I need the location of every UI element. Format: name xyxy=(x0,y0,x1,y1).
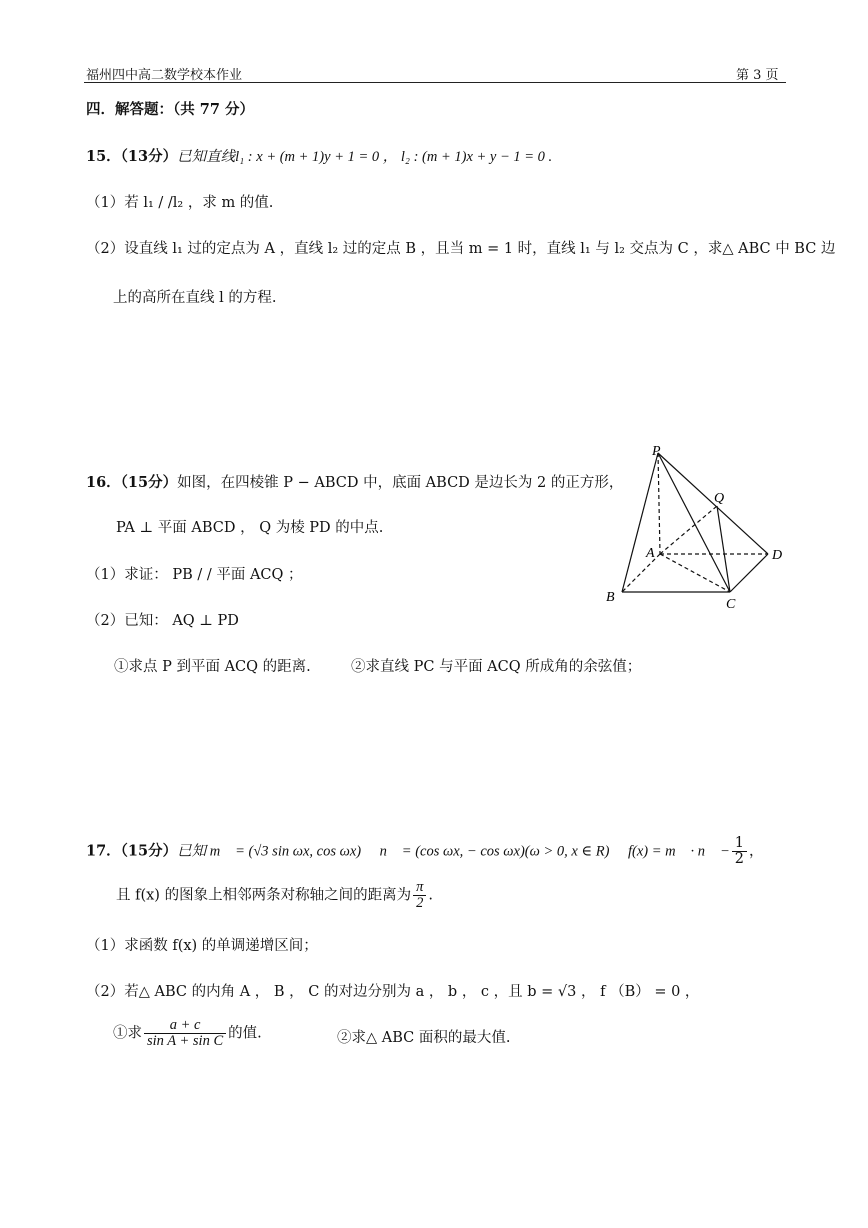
q16-part1: （1）求证： PB / / 平面 ACQ ； xyxy=(86,567,303,583)
q16-stem-line1 xyxy=(86,471,623,492)
q17-line2: 且 f(x) 的图象上相邻两条对称轴之间的距离为 xyxy=(116,887,412,904)
q17-label: 17．（15分） xyxy=(86,842,178,860)
fraction-numerator: a + c xyxy=(144,1018,226,1034)
fraction-numerator: π xyxy=(413,880,426,896)
q15-part2-line1: （2）设直线 l₁ 过的定点为 A ，直线 l₂ 过的定点 B ，且当 m = 1 时，直线 l₁ 与 l₂ 交点为 C ，求△ ABC 中 BC 边 xyxy=(86,241,836,257)
q17-stem-line2 xyxy=(116,880,433,911)
q17-part2-sub2: ②求△ ABC 面积的最大值. xyxy=(337,1030,511,1046)
q16-part2: （2）已知： AQ ⊥ PD xyxy=(86,613,239,629)
edge-PD xyxy=(658,453,768,554)
label-B: B xyxy=(606,590,615,605)
q17-sub1-prefix: ①求 xyxy=(113,1025,142,1042)
pyramid-figure xyxy=(600,440,800,615)
fraction-a-plus-c xyxy=(144,1018,226,1049)
q15-label: 15．（13分） xyxy=(86,148,178,165)
label-P: P xyxy=(652,444,661,459)
q16-stem-line2: PA ⊥ 平面 ABCD ， Q 为棱 PD 的中点. xyxy=(116,520,384,536)
q17-part2-sub1 xyxy=(113,1018,262,1049)
q17-sub1-suffix: 的值. xyxy=(228,1025,262,1042)
q17-line1: 已知 m⃗ = (√3 sin ωx, cos ωx) ， n⃗ = (cos ωx, − cos ωx)(ω > 0, x ∈ R) ， f(x) = m⃗ · n⃗ − xyxy=(177,843,730,860)
header-rule xyxy=(84,82,786,83)
q17-line1-end: ， xyxy=(748,843,764,860)
q15-stem xyxy=(86,145,552,166)
edge-PA xyxy=(658,453,660,554)
q16-label: 16．（15分） xyxy=(86,474,178,491)
q15-part2-line2: 上的高所在直线 l 的方程. xyxy=(113,290,277,306)
edge-CD xyxy=(730,554,768,592)
q17-part1: （1）求函数 f(x) 的单调递增区间； xyxy=(86,938,318,954)
header-page-number: 第 3 页 xyxy=(736,68,779,83)
label-A: A xyxy=(646,546,655,561)
fraction-numerator: 1 xyxy=(732,836,747,852)
edge-AQ xyxy=(660,506,717,554)
q16-line1: 如图，在四棱锥 P − ABCD 中，底面 ABCD 是边长为 2 的正方形， xyxy=(177,475,624,491)
header-school-title: 福州四中高二数学校本作业 xyxy=(86,68,243,83)
label-Q: Q xyxy=(714,491,725,506)
fraction-denominator: sin A + sin C xyxy=(147,1033,224,1049)
label-D: D xyxy=(772,548,783,563)
label-C: C xyxy=(726,597,736,612)
section-title: 四．解答题：（共 77 分） xyxy=(86,101,255,118)
q17-line2-end: . xyxy=(428,887,433,904)
edge-PB xyxy=(622,453,658,592)
fraction-denominator: 2 xyxy=(734,851,744,867)
q16-part2-sub1: ①求点 P 到平面 ACQ 的距离. xyxy=(114,659,311,675)
q16-part2-sub2: ②求直线 PC 与平面 ACQ 所成角的余弦值； xyxy=(351,659,642,675)
q17-stem-line1 xyxy=(86,836,763,867)
fraction-denominator: 2 xyxy=(416,895,424,911)
q17-part2: （2）若△ ABC 的内角 A ， B ， C 的对边分别为 a ， b ， c ，且 b = √3 ， f （B） = 0 ， xyxy=(86,984,700,1000)
fraction-pi-over-two xyxy=(413,880,426,911)
q15-part1: （1）若 l₁ / /l₂ ，求 m 的值. xyxy=(86,195,274,211)
q15-text: 已知直线l₁ : x + (m + 1)y + 1 = 0 ， l₂ : (m + 1)x + y − 1 = 0 . xyxy=(177,149,553,165)
fraction-one-half xyxy=(732,836,747,867)
